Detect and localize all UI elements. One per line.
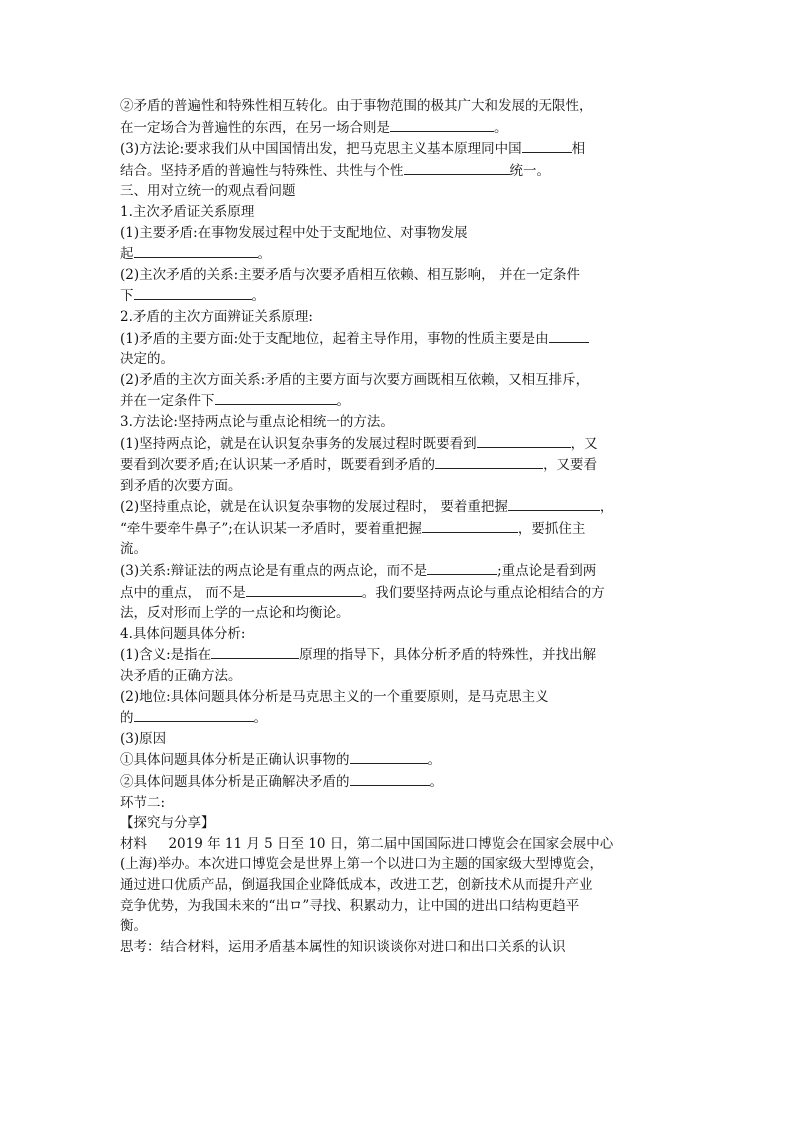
line-text: ， [599,499,614,516]
fill-blank[interactable] [134,285,252,300]
line-text: 1.主次矛盾证关系原理 [120,203,255,220]
subheading [120,202,680,223]
line-text: 。 [427,752,441,769]
text-line [120,539,680,560]
fill-blank[interactable] [549,328,589,343]
line-text: 思考：结合材料，运用矛盾基本属性的知识谈谈你对进口和出口关系的认识 [120,938,566,955]
line-text: 。 [336,393,350,410]
line-text: (1)含义:是指在 [120,647,212,664]
line-text: 三、用对立统一的观点看问题 [120,183,296,200]
text-line [120,707,680,729]
line-text: 4.具体问题具体分析: [120,625,246,642]
line-text: 要看到次要矛盾;在认识某一矛盾时，既要看到矛盾的 [120,457,436,474]
line-text: 流。 [120,541,147,558]
line-text: ②具体问题具体分析是正确解决矛盾的 [120,774,350,790]
fill-blank[interactable] [522,138,572,153]
line-text: (上海)举办。本次进口博览会是世界上第一个以进口为主题的国家级大型博览会， [120,856,604,873]
text-line [120,687,680,708]
fill-blank[interactable] [211,644,299,659]
line-text: 材料 2019 年 11 月 5 日至 10 日，第二届中国国际进口博览会在国家会展中心 [120,835,614,852]
line-text: 的 [120,710,134,727]
line-text: 结合。坚持矛盾的普遍性与特殊性、共性与个性 [120,162,404,179]
line-text: (2)地位:具体问题具体分析是马克思主义的一个重要原则，是马克思主义 [120,688,549,705]
line-text: (2)主次矛盾的关系:主要矛盾与次要矛盾相互依赖、相互影响， 并在一定条件 [120,266,580,283]
worksheet-page [120,96,680,957]
line-text: ②矛盾的普遍性和特殊性相互转化。由于事物范围的极其广大和发展的无限性， [120,98,593,114]
subheading [120,412,680,433]
line-text: 统一。 [509,162,550,179]
line-text: 到矛盾的次要方面。 [120,477,242,494]
fill-blank[interactable] [404,160,510,175]
text-line [120,285,680,307]
line-text: 点中的重点， 而不是 [120,584,246,601]
line-text: (2)坚持重点论，就是在认识复杂事物的发展过程时， 要着重把握 [120,499,508,516]
text-line [120,265,680,286]
fill-blank[interactable] [422,518,518,533]
line-text: 在一定场合为普遍性的东西，在另一场合则是 [120,119,390,136]
line-text: 相 [571,141,586,158]
fill-blank[interactable] [350,771,430,786]
text-line [120,138,680,160]
line-text: 【探究与分享】 [120,815,215,832]
text-line [120,518,680,540]
line-text: ，又 [570,435,598,452]
line-text: 2.矛盾的主次方面辨证关系原理: [120,308,313,325]
text-line [120,496,680,518]
line-text: “牵牛要牵牛鼻子”;在认识某一矛盾时，要着重把握 [120,520,422,537]
line-text: ，又要看 [543,457,598,474]
line-text: ①具体问题具体分析是正确认识事物的 [120,752,350,769]
line-text: 决矛盾的正确方法。 [120,668,242,685]
text-line [120,896,680,917]
line-text: 起 [120,246,134,263]
line-text: 环节二: [120,794,166,811]
fill-blank[interactable] [427,560,497,575]
line-text: 原理的指导下，具体分析矛盾的特殊性，并找出解 [299,647,597,664]
fill-blank[interactable] [508,496,600,511]
text-line [120,834,680,855]
line-text: (3)原因 [120,730,167,747]
section-heading [120,181,680,202]
line-text: 。 [251,288,265,305]
text-line [120,582,680,604]
line-text: (3)关系:辩证法的两点论是有重点的两点论，而不是 [120,563,428,580]
line-text: 下 [120,288,134,305]
text-line [120,937,680,958]
fill-blank[interactable] [350,749,428,764]
text-line [120,328,680,350]
text-line [120,96,680,117]
fill-blank[interactable] [134,243,258,258]
text-line [120,476,680,497]
text-line [120,749,680,771]
fill-blank[interactable] [390,117,494,132]
line-text: (1)矛盾的主要方面:处于支配地位，起着主导作用，事物的性质主要是由 [120,330,549,347]
fill-blank[interactable] [435,454,543,469]
subheading [120,307,680,328]
text-line [120,223,680,244]
text-line [120,117,680,139]
text-line [120,560,680,582]
line-text: 。我们要坚持两点论与重点论相结合的方 [361,584,605,601]
line-text: 衡。 [120,918,147,935]
section-heading [120,813,680,834]
line-text: 。 [494,119,508,136]
fill-blank[interactable] [215,390,337,405]
text-line [120,666,680,687]
line-text: 。 [253,710,267,727]
text-line [120,875,680,896]
text-line [120,433,680,455]
line-text: 法，反对形而上学的一点论和均衡论。 [120,605,350,622]
line-text: ;重点论是看到两 [497,563,597,580]
line-text: (1)主要矛盾:在事物发展过程中处于支配地位、对事物发展 [120,224,468,241]
text-line [120,603,680,624]
line-text: (1)坚持两点论，就是在认识复杂事务的发展过程时既要看到 [120,435,477,452]
text-line [120,390,680,412]
fill-blank[interactable] [477,433,571,448]
text-line [120,854,680,875]
text-line [120,916,680,937]
line-text: 。 [257,246,271,263]
subheading [120,624,680,645]
line-text: 决定的。 [120,351,174,368]
line-text: 并在一定条件下 [120,393,215,410]
text-line [120,793,680,814]
line-text: (3)方法论:要求我们从中国国情出发，把马克思主义基本原理同中国 [120,141,522,158]
line-text: 。 [429,774,443,790]
text-line [120,454,680,476]
text-line [120,370,680,391]
fill-blank[interactable] [246,582,362,597]
text-line [120,160,680,182]
fill-blank[interactable] [134,707,254,722]
line-text: 3.方法论:坚持两点论与重点论相统一的方法。 [120,413,394,430]
text-line [120,644,680,666]
text-line [120,771,680,793]
text-line [120,243,680,265]
line-text: (2)矛盾的主次方面关系:矛盾的主要方面与次要方画既相互依赖，又相互排斥， [120,371,590,388]
text-line [120,349,680,370]
text-line [120,729,680,750]
line-text: 通过进口优质产品，倒逼我国企业降低成本，改进工艺，创新技术从而提升产业 [120,876,593,893]
line-text: 竞争优势，为我国未来的“出ロ”寻找、积累动力，让中国的进出口结构更趋平 [120,897,580,914]
line-text: ，要抓住主 [517,520,586,537]
